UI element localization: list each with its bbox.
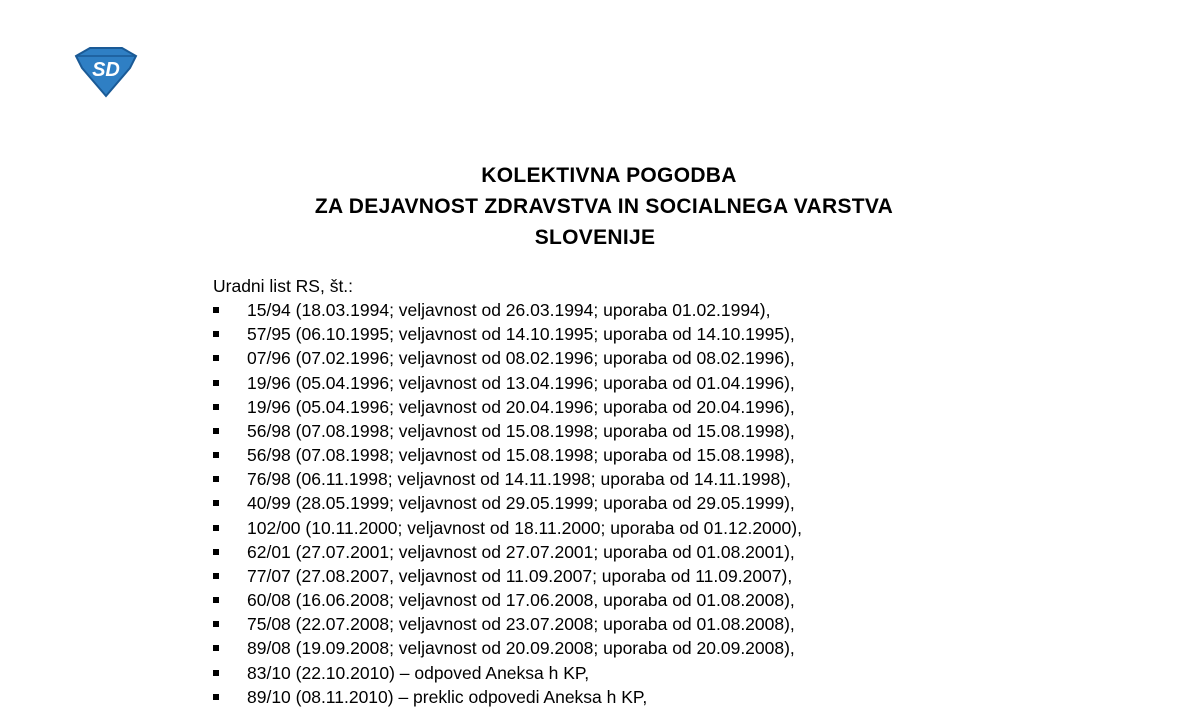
list-item-text: 89/08 (19.09.2008; veljavnost od 20.09.2008; uporaba od 20.09.2008), [247,638,795,659]
list-item [213,346,802,370]
list-item [213,564,802,588]
list-item [213,588,802,612]
list-item [213,540,802,564]
title-line-1: KOLEKTIVNA POGODBA [481,164,737,187]
bullet-icon [213,307,219,313]
list-item-text: 83/10 (22.10.2010) – odpoved Aneksa h KP, [247,662,590,683]
bullet-icon [213,525,219,531]
list-item-text: 60/08 (16.06.2008; veljavnost od 17.06.2008, uporaba od 01.08.2008), [247,590,795,611]
bullet-icon [213,355,219,361]
bullet-icon [213,645,219,651]
bullet-icon [213,500,219,506]
bullet-icon [213,670,219,676]
list-item [213,661,802,685]
bullet-icon [213,621,219,627]
bullet-icon [213,428,219,434]
list-item-text: 102/00 (10.11.2000; veljavnost od 18.11.2000; uporaba od 01.12.2000), [247,517,802,538]
list-item-text: 15/94 (18.03.1994; veljavnost od 26.03.1994; uporaba 01.02.1994), [247,300,771,321]
list-item [213,443,802,467]
list-item [213,298,802,322]
title-line-3: SLOVENIJE [534,226,656,249]
list-item-text: 75/08 (22.07.2008; veljavnost od 23.07.2008; uporaba od 01.08.2008), [247,614,795,635]
list-item [213,516,802,540]
list-item [213,395,802,419]
logo [72,46,140,98]
list-item-text: 57/95 (06.10.1995; veljavnost od 14.10.1995; uporaba od 14.10.1995), [247,324,795,345]
document-title [0,160,1190,253]
bullet-icon [213,476,219,482]
bullet-icon [213,452,219,458]
list-item [213,371,802,395]
list-item [213,685,802,709]
list-item-text: 89/10 (08.11.2010) – preklic odpovedi Aneksa h KP, [247,686,648,707]
list-item-text: 07/96 (07.02.1996; veljavnost od 08.02.1996; uporaba od 08.02.1996), [247,348,795,369]
list-item-text: 62/01 (27.07.2001; veljavnost od 27.07.2001; uporaba od 01.08.2001), [247,541,795,562]
bullet-icon [213,404,219,410]
bullet-icon [213,331,219,337]
bullet-icon [213,380,219,386]
list-item-text: 19/96 (05.04.1996; veljavnost od 13.04.1996; uporaba od 01.04.1996), [247,372,795,393]
shield-logo-icon [72,46,140,98]
bullet-icon [213,597,219,603]
title-line-2: ZA DEJAVNOST ZDRAVSTVA IN SOCIALNEGA VARSTVA [314,195,894,218]
gazette-label: Uradni list RS, št.: [213,276,354,296]
list-item [213,419,802,443]
list-item-text: 19/96 (05.04.1996; veljavnost od 20.04.1996; uporaba od 20.04.1996), [247,396,795,417]
list-item [213,322,802,346]
list-item-text: 40/99 (28.05.1999; veljavnost od 29.05.1999; uporaba od 29.05.1999), [247,493,795,514]
bullet-icon [213,573,219,579]
logo-text: SD [92,59,120,81]
list-item-text: 56/98 (07.08.1998; veljavnost od 15.08.1998; uporaba od 15.08.1998), [247,445,795,466]
list-item-text: 76/98 (06.11.1998; veljavnost od 14.11.1998; uporaba od 14.11.1998), [247,469,791,490]
list-item-text: 77/07 (27.08.2007, veljavnost od 11.09.2007; uporaba od 11.09.2007), [247,565,793,586]
list-item-text: 56/98 (07.08.1998; veljavnost od 15.08.1998; uporaba od 15.08.1998), [247,420,795,441]
list-item [213,612,802,636]
list-item [213,491,802,515]
list-item [213,467,802,491]
bullet-icon [213,549,219,555]
gazette-section [213,274,802,709]
gazette-list [213,298,802,709]
list-item [213,636,802,660]
